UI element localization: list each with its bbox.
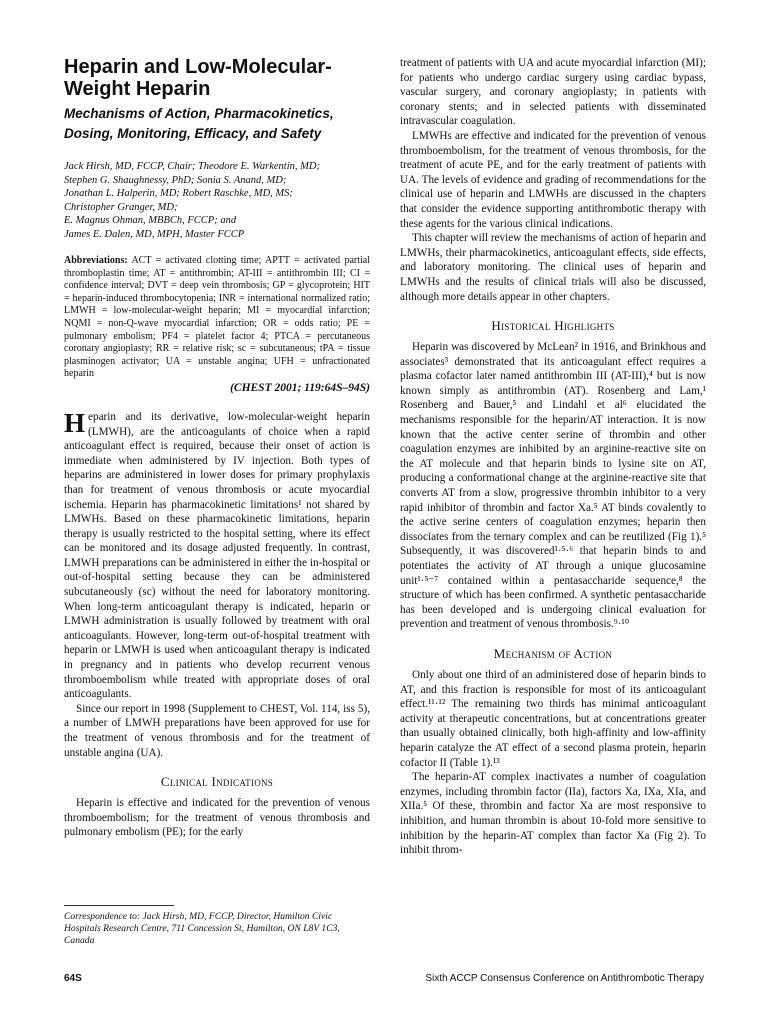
right-column bbox=[400, 56, 706, 858]
abbreviations-label: Abbreviations: bbox=[64, 255, 128, 266]
author-line: E. Magnus Ohman, MBBCh, FCCP; and bbox=[64, 215, 237, 226]
running-footer: Sixth ACCP Consensus Conference on Antithrombotic Therapy bbox=[425, 973, 704, 984]
left-column bbox=[64, 56, 370, 840]
clinical-paragraph: Heparin is effective and indicated for the prevention of venous thromboembolism; for the treatment of venous thrombosis and pulmonary embolism (PE); for the early bbox=[64, 797, 370, 839]
correspondence-footnote: Correspondence to: Jack Hirsh, MD, FCCP, Director, Hamilton Civic Hospitals Research Centre, 711 Concession St, Hamilton, ON L8V 1C3, Canada bbox=[64, 911, 340, 946]
section-heading-mechanism-of-action: Mechanism of Action bbox=[493, 645, 613, 661]
page-number: 64S bbox=[64, 973, 82, 984]
continued-paragraph: treatment of patients with UA and acute myocardial infarction (MI); for patients who undergo cardiac surgery using cardiac bypass, vascular surgery, and coronary angioplasty; in patients with coronary stents; and in selected patients with disseminated intravascular coagulation. bbox=[400, 57, 706, 128]
section-heading-historical-highlights: Historical Highlights bbox=[491, 318, 615, 334]
author-line: Jonathan L. Halperin, MD; Robert Raschke, MD, MS; bbox=[64, 188, 293, 199]
mechanism-paragraph-2: The heparin-AT complex inactivates a number of coagulation enzymes, including thrombin factor (IIa), factors Xa, IXa, XIa, and XIIa.⁵ Of these, thrombin and factor Xa are most responsive to inhibition, and human thrombin is about 10-fold more sensitive to inhibition by the heparin-AT complex than factor Xa (Fig 2). To inhibit throm- bbox=[400, 771, 706, 857]
section-heading-clinical-indications: Clinical Indications bbox=[160, 774, 274, 790]
author-list bbox=[64, 160, 370, 241]
author-line: Stephen G. Shaughnessy, PhD; Sonia S. Anand, MD; bbox=[64, 174, 287, 186]
abbreviations-text: ACT = activated clotting time; APTT = activated partial thromboplastin time; AT = antithrombin; AT-III = antithrombin III; CI = confidence interval; DVT = deep vein thrombosis; GP = glycoprotein; HIT = heparin-induced thrombocytopenia; INR = international normalized ratio; LMWH = low-molecular-weight heparin; MI = myocardial infarction; NQMI = non-Q-wave myocardial infarction; OR = odds ratio; PE = pulmonary embolism; PF4 = platelet factor 4; PTCA = percutaneous coronary angioplasty; RR = relative risk; sc = subcutaneous; tPA = tissue plasminogen activator; UA = unstable angina; UFH = unfractionated heparin bbox=[64, 255, 370, 380]
footnote-divider bbox=[64, 905, 174, 906]
author-line: James E. Dalen, MD, MPH, Master FCCP bbox=[64, 228, 245, 240]
mechanism-paragraph-1: Only about one third of an administered dose of heparin binds to AT, and this fraction is responsible for most of its anticoagulant effect.¹¹·¹² The remaining two thirds has minimal anticoagulant activity at therapeutic concentrations, but at concentrations greater than usually obtained clinically, both high-affinity and low-affinity heparin catalyze the AT effect of a second plasma protein, heparin cofactor II (Table 1).¹³ bbox=[400, 668, 706, 769]
author-line: Christopher Granger, MD; bbox=[64, 201, 178, 213]
since-paragraph: Since our report in 1998 (Supplement to CHEST, Vol. 114, iss 5), a number of LMWH preparations have been approved for use for the treatment of venous thrombosis and for the treatment of unstable angina (UA). bbox=[64, 702, 370, 759]
historical-paragraph: Heparin was discovered by McLean² in 1916, and Brinkhous and associates³ demonstrated that its anticoagulant effect requires a plasma cofactor later named antithrombin III (AT-III),⁴ but is now known simply as antithrombin (AT). Rosenberg and Lam,¹ Rosenberg and Bauer,⁵ and Lindahl et al⁶ elucidated the mechanisms responsible for the heparin/AT interaction. It is now known that the active center serine of thrombin and other coagulation enzymes are inhibited by an arginine-reactive site on the AT molecule and that heparin binds to lysine site on AT, producing a conformational change at the arginine-reactive site that converts AT from a slow, progressive thrombin inhibitor to a very rapid inhibitor of thrombin and factor Xa.⁵ AT binds covalently to the active serine centers of coagulation enzymes; heparin then dissociates from the ternary complex and can be reutilized (Fig 1).⁵ Subsequently, it was discovered¹·⁵·⁶ that heparin binds to and potentiates the activity of AT through a unique glucosamine unit¹·⁵⁻⁷ contained within a pentasaccharide sequence,⁸ the structure of which has been confirmed. A synthetic pentasaccharide has been developed and is undergoing clinical evaluation for prevention and treatment of venous thrombosis.⁹·¹⁰ bbox=[400, 341, 706, 631]
intro-text: eparin and its derivative, low-molecular-weight heparin (LMWH), are the anticoagulants of choice when a rapid anticoagulant effect is required, because their onset of action is immediate when administered by IV injection. Both types of heparins are administered in lower doses for primary prophylaxis than for treatment of venous thrombosis or acute myocardial ischemia. Heparin has pharmacokinetic limitations¹ not shared by LMWHs. Based on these pharmacokinetic limitations, heparin therapy is usually restricted to the hospital setting, where its effect can be monitored and its dosage adjusted frequently. In contrast, LMWH preparations can be administered in either the in-hospital or out-of-hospital setting because they can be administered subcutaneously (sc) without the need for laboratory monitoring. When long-term anticoagulant therapy is indicated, heparin or LMWH administration is usually followed by treatment with oral anticoagulants. However, long-term out-of-hospital treatment with heparin or LMWH is used when anticoagulant therapy is indicated in pregnancy and in patients who develop recurrent venous thromboembolism while treated with appropriate doses of oral anticoagulants. bbox=[64, 410, 370, 701]
intro-paragraph bbox=[64, 407, 370, 702]
article-subtitle: Mechanisms of Action, Pharmacokinetics, Dosing, Monitoring, Efficacy, and Safety bbox=[64, 106, 334, 141]
lmwh-paragraph: LMWHs are effective and indicated for the prevention of venous thromboembolism, for the treatment of venous thrombosis, for the treatment of acute PE, and for the early treatment of patients with UA. The levels of evidence and grading of recommendations for the clinical use of heparin and LMWHs are discussed in the chapters that consider the evidence supporting antithrombotic therapy with these agents for the various clinical indications. bbox=[400, 129, 706, 230]
chapter-scope-paragraph: This chapter will review the mechanisms of action of heparin and LMWHs, their pharmacokinetics, anticoagulant effects, side effects, and laboratory monitoring. The clinical uses of heparin and LMWHs and the results of clinical trials will also be discussed, although more details appear in other chapters. bbox=[400, 232, 706, 303]
journal-citation: (CHEST 2001; 119:64S–94S) bbox=[230, 381, 370, 394]
author-line: Jack Hirsh, MD, FCCP, Chair; Theodore E. Warkentin, MD; bbox=[64, 161, 320, 172]
article-title: Heparin and Low-Molecular-Weight Heparin bbox=[64, 56, 332, 100]
abbreviations-block bbox=[64, 255, 370, 381]
drop-cap: H bbox=[64, 407, 86, 438]
